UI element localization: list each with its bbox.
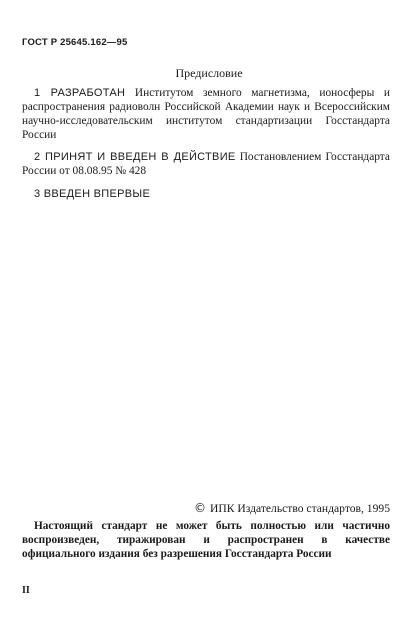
page-number: II (22, 585, 30, 596)
preface-item-3 (22, 187, 390, 201)
preface-item-2-lead: 2 ПРИНЯТ И ВВЕДЕН В ДЕЙСТВИЕ (34, 151, 236, 163)
preface-item-2-text: Постановлением Госстандарта России от 08.08.95 № 428 (22, 151, 390, 177)
document-code: ГОСТ Р 25645.162—95 (22, 37, 128, 48)
preface-item-3-lead: 3 ВВЕДЕН ВПЕРВЫЕ (34, 188, 151, 200)
preface-item-1-text: Институтом земного магнетизма, ионосферы и распространения радиоволн Российской Академии наук и Всероссийским научно-исследовательским институтом стандартизации Госстандарта России (22, 87, 390, 141)
copyright-line (150, 501, 390, 515)
preface-item-1-lead: 1 РАЗРАБОТАН (34, 87, 126, 99)
preface-item-1 (22, 86, 390, 142)
preface-item-2 (22, 150, 390, 178)
preface-title: Предисловие (175, 66, 243, 80)
copyright-icon: © (193, 501, 206, 515)
copyright-text: ИПК Издательство стандартов, 1995 (209, 502, 390, 515)
reproduction-notice: Настоящий стандарт не может быть полностью или частично воспроизведен, тиражирован и распространен в качестве официального издания без разрешения Госстандарта России (22, 520, 390, 560)
